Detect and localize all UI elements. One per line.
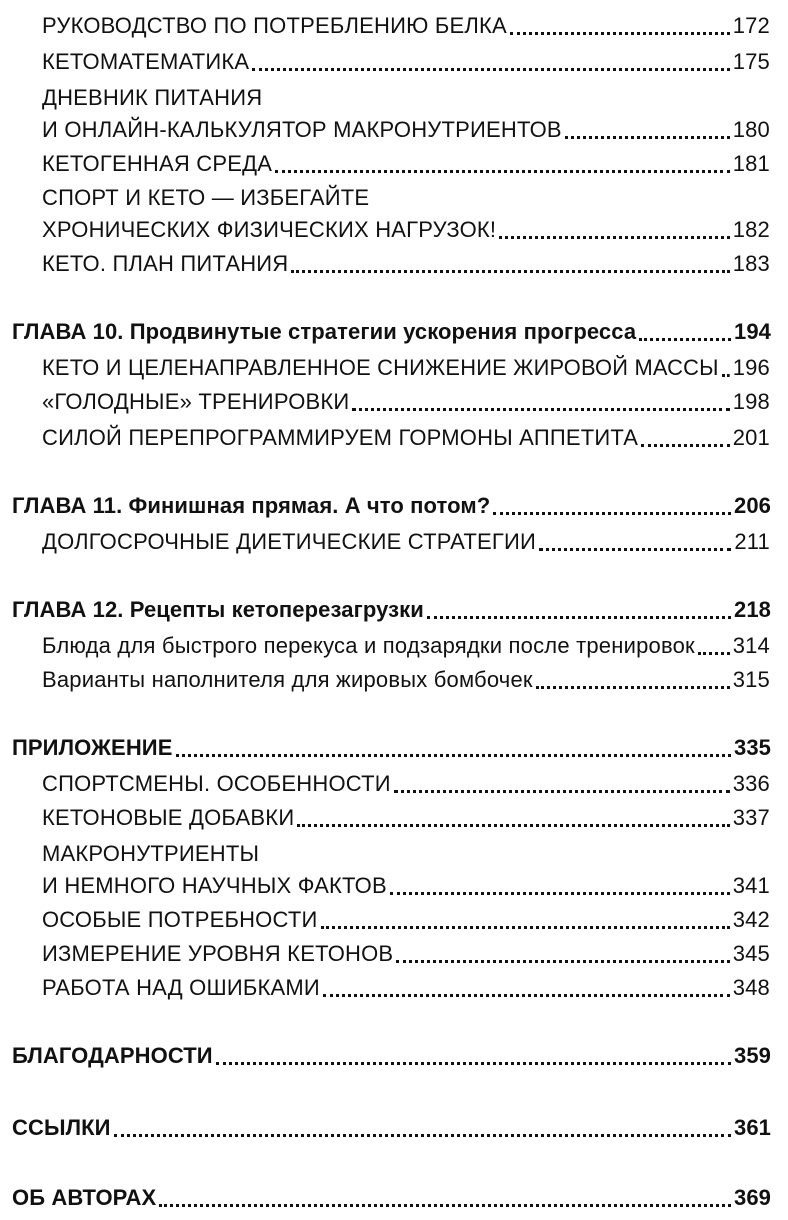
toc-entry-chapter-12: [0, 592, 788, 628]
dot-leader: [291, 270, 730, 273]
toc-entry-label: СПОРТСМЕНЫ. ОСОБЕННОСТИ: [42, 771, 391, 796]
dot-leader: [321, 926, 731, 929]
toc-entry-keto-environment: [0, 146, 788, 182]
toc-entry-label: РАБОТА НАД ОШИБКАМИ: [42, 975, 320, 1000]
dot-leader: [176, 754, 732, 757]
dot-leader: [641, 444, 730, 447]
toc-entry-label: И ОНЛАЙН-КАЛЬКУЛЯТОР МАКРОНУТРИЕНТОВ: [42, 117, 562, 142]
toc-entry-page: 181: [732, 151, 770, 176]
dot-leader: [114, 1134, 731, 1137]
dot-leader: [539, 548, 731, 551]
toc-entry-page: 335: [733, 735, 771, 760]
toc-entry-targeted-fat-loss: [0, 350, 788, 386]
toc-entry-label: ДОЛГОСРОЧНЫЕ ДИЕТИЧЕСКИЕ СТРАТЕГИИ: [42, 529, 536, 554]
toc-entry-page: 194: [733, 319, 771, 344]
dot-leader: [536, 686, 730, 689]
toc-entry-fat-bomb-fillings: [0, 662, 788, 698]
dot-leader: [252, 68, 730, 71]
toc-entry-page: 315: [732, 667, 770, 692]
toc-entry-references: [0, 1110, 788, 1146]
toc-entry-protein-guide: [0, 8, 788, 44]
toc-entry-label: КЕТОГЕННАЯ СРЕДА: [42, 151, 273, 176]
toc-entry-label: Варианты наполнителя для жировых бомбочек: [42, 667, 533, 692]
toc-entry-ketone-measurement: [0, 936, 788, 972]
toc-entry-special-needs: [0, 902, 788, 938]
toc-entry-page: 342: [732, 907, 770, 932]
toc-entry-page: 196: [732, 355, 770, 380]
toc-entry-keto-math: [0, 44, 788, 80]
dot-leader: [427, 616, 731, 619]
toc-entry-page: 314: [732, 633, 770, 658]
toc-entry-page: 361: [733, 1115, 771, 1140]
dot-leader: [510, 32, 730, 35]
toc-entry-long-term-strategies: [0, 524, 788, 560]
toc-entry-acknowledgements: [0, 1038, 788, 1074]
toc-entry-chapter-11: [0, 488, 788, 524]
toc-entry-page: 175: [732, 49, 770, 74]
dot-leader: [216, 1062, 731, 1065]
toc-entry-macronutrients: [0, 868, 788, 904]
dot-leader: [159, 1204, 731, 1207]
toc-entry-fasted-training: [0, 384, 788, 420]
toc-entry-page: 180: [732, 117, 770, 142]
dot-leader: [275, 170, 730, 173]
toc-entry-appetite-hormones: [0, 420, 788, 456]
toc-entry-page: 183: [732, 251, 770, 276]
toc-entry-page: 348: [732, 975, 770, 1000]
toc-entry-page: 336: [732, 771, 770, 796]
toc-entry-about-authors: [0, 1180, 788, 1216]
toc-entry-label: КЕТО И ЦЕЛЕНАПРАВЛЕННОЕ СНИЖЕНИЕ ЖИРОВОЙ МАССЫ: [42, 355, 719, 380]
toc-entry-page: 337: [732, 805, 770, 830]
toc-entry-food-diary: [0, 112, 788, 148]
toc-entry-athletes: [0, 766, 788, 802]
toc-entry-label: Блюда для быстрого перекуса и подзарядки после тренировок: [42, 633, 695, 658]
toc-entry-label: КЕТО. ПЛАН ПИТАНИЯ: [42, 251, 289, 276]
toc-entry-label: ИЗМЕРЕНИЕ УРОВНЯ КЕТОНОВ: [42, 941, 394, 966]
toc-entry-label: КЕТОМАТЕМАТИКА: [42, 49, 250, 74]
dot-leader: [390, 892, 730, 895]
toc-entry-label: РУКОВОДСТВО ПО ПОТРЕБЛЕНИЮ БЕЛКА: [42, 13, 507, 38]
toc-entry-ketone-supplements: [0, 800, 788, 836]
toc-entry-label: ГЛАВА 12. Рецепты кетоперезагрузки: [12, 597, 424, 622]
toc-entry-prelabel: СПОРТ И КЕТО — ИЗБЕГАЙТЕ: [42, 185, 370, 210]
dot-leader: [352, 408, 730, 411]
toc-entry-label: ОБ АВТОРАХ: [12, 1185, 157, 1210]
toc-entry-page: 369: [733, 1185, 771, 1210]
dot-leader: [722, 374, 730, 377]
toc-entry-page: 206: [733, 493, 771, 518]
toc-entry-label: ХРОНИЧЕСКИХ ФИЗИЧЕСКИХ НАГРУЗОК!: [42, 217, 497, 242]
toc-entry-label: И НЕМНОГО НАУЧНЫХ ФАКТОВ: [42, 873, 387, 898]
dot-leader: [394, 790, 730, 793]
toc-entry-label: ГЛАВА 10. Продвинутые стратегии ускорения прогресса: [12, 319, 637, 344]
dot-leader: [499, 236, 730, 239]
toc-entry-page: 172: [732, 13, 770, 38]
dot-leader: [323, 994, 730, 997]
dot-leader: [639, 338, 731, 341]
dot-leader: [396, 960, 730, 963]
dot-leader: [297, 824, 730, 827]
dot-leader: [698, 652, 730, 655]
toc-entry-prelabel: МАКРОНУТРИЕНТЫ: [42, 841, 260, 866]
toc-entry-page: 198: [732, 389, 770, 414]
toc-entry-prelabel: ДНЕВНИК ПИТАНИЯ: [42, 85, 263, 110]
toc-entry-label: БЛАГОДАРНОСТИ: [12, 1043, 213, 1068]
dot-leader: [493, 512, 731, 515]
toc-entry-page: 211: [734, 529, 770, 554]
toc-entry-page: 201: [732, 425, 770, 450]
toc-entry-page: 345: [732, 941, 770, 966]
toc-entry-label: КЕТОНОВЫЕ ДОБАВКИ: [42, 805, 295, 830]
toc-entry-keto-meal-plan: [0, 246, 788, 282]
dot-leader: [565, 136, 730, 139]
toc-entry-label: «ГОЛОДНЫЕ» ТРЕНИРОВКИ: [42, 389, 350, 414]
toc-entry-label: ОСОБЫЕ ПОТРЕБНОСТИ: [42, 907, 318, 932]
toc-entry-appendix: [0, 730, 788, 766]
toc-entry-label: ССЫЛКИ: [12, 1115, 111, 1140]
toc-entry-label: ПРИЛОЖЕНИЕ: [12, 735, 173, 760]
toc-entry-sport-keto: [0, 212, 788, 248]
toc-entry-chapter-10: [0, 314, 788, 350]
toc-entry-page: 182: [732, 217, 770, 242]
toc-entry-quick-snacks: [0, 628, 788, 664]
toc-entry-label: СИЛОЙ ПЕРЕПРОГРАММИРУЕМ ГОРМОНЫ АППЕТИТА: [42, 425, 639, 450]
toc-entry-label: ГЛАВА 11. Финишная прямая. А что потом?: [12, 493, 491, 518]
toc-entry-page: 218: [733, 597, 771, 622]
toc-entry-page: 359: [733, 1043, 771, 1068]
toc-entry-mistakes: [0, 970, 788, 1006]
toc-entry-page: 341: [732, 873, 770, 898]
